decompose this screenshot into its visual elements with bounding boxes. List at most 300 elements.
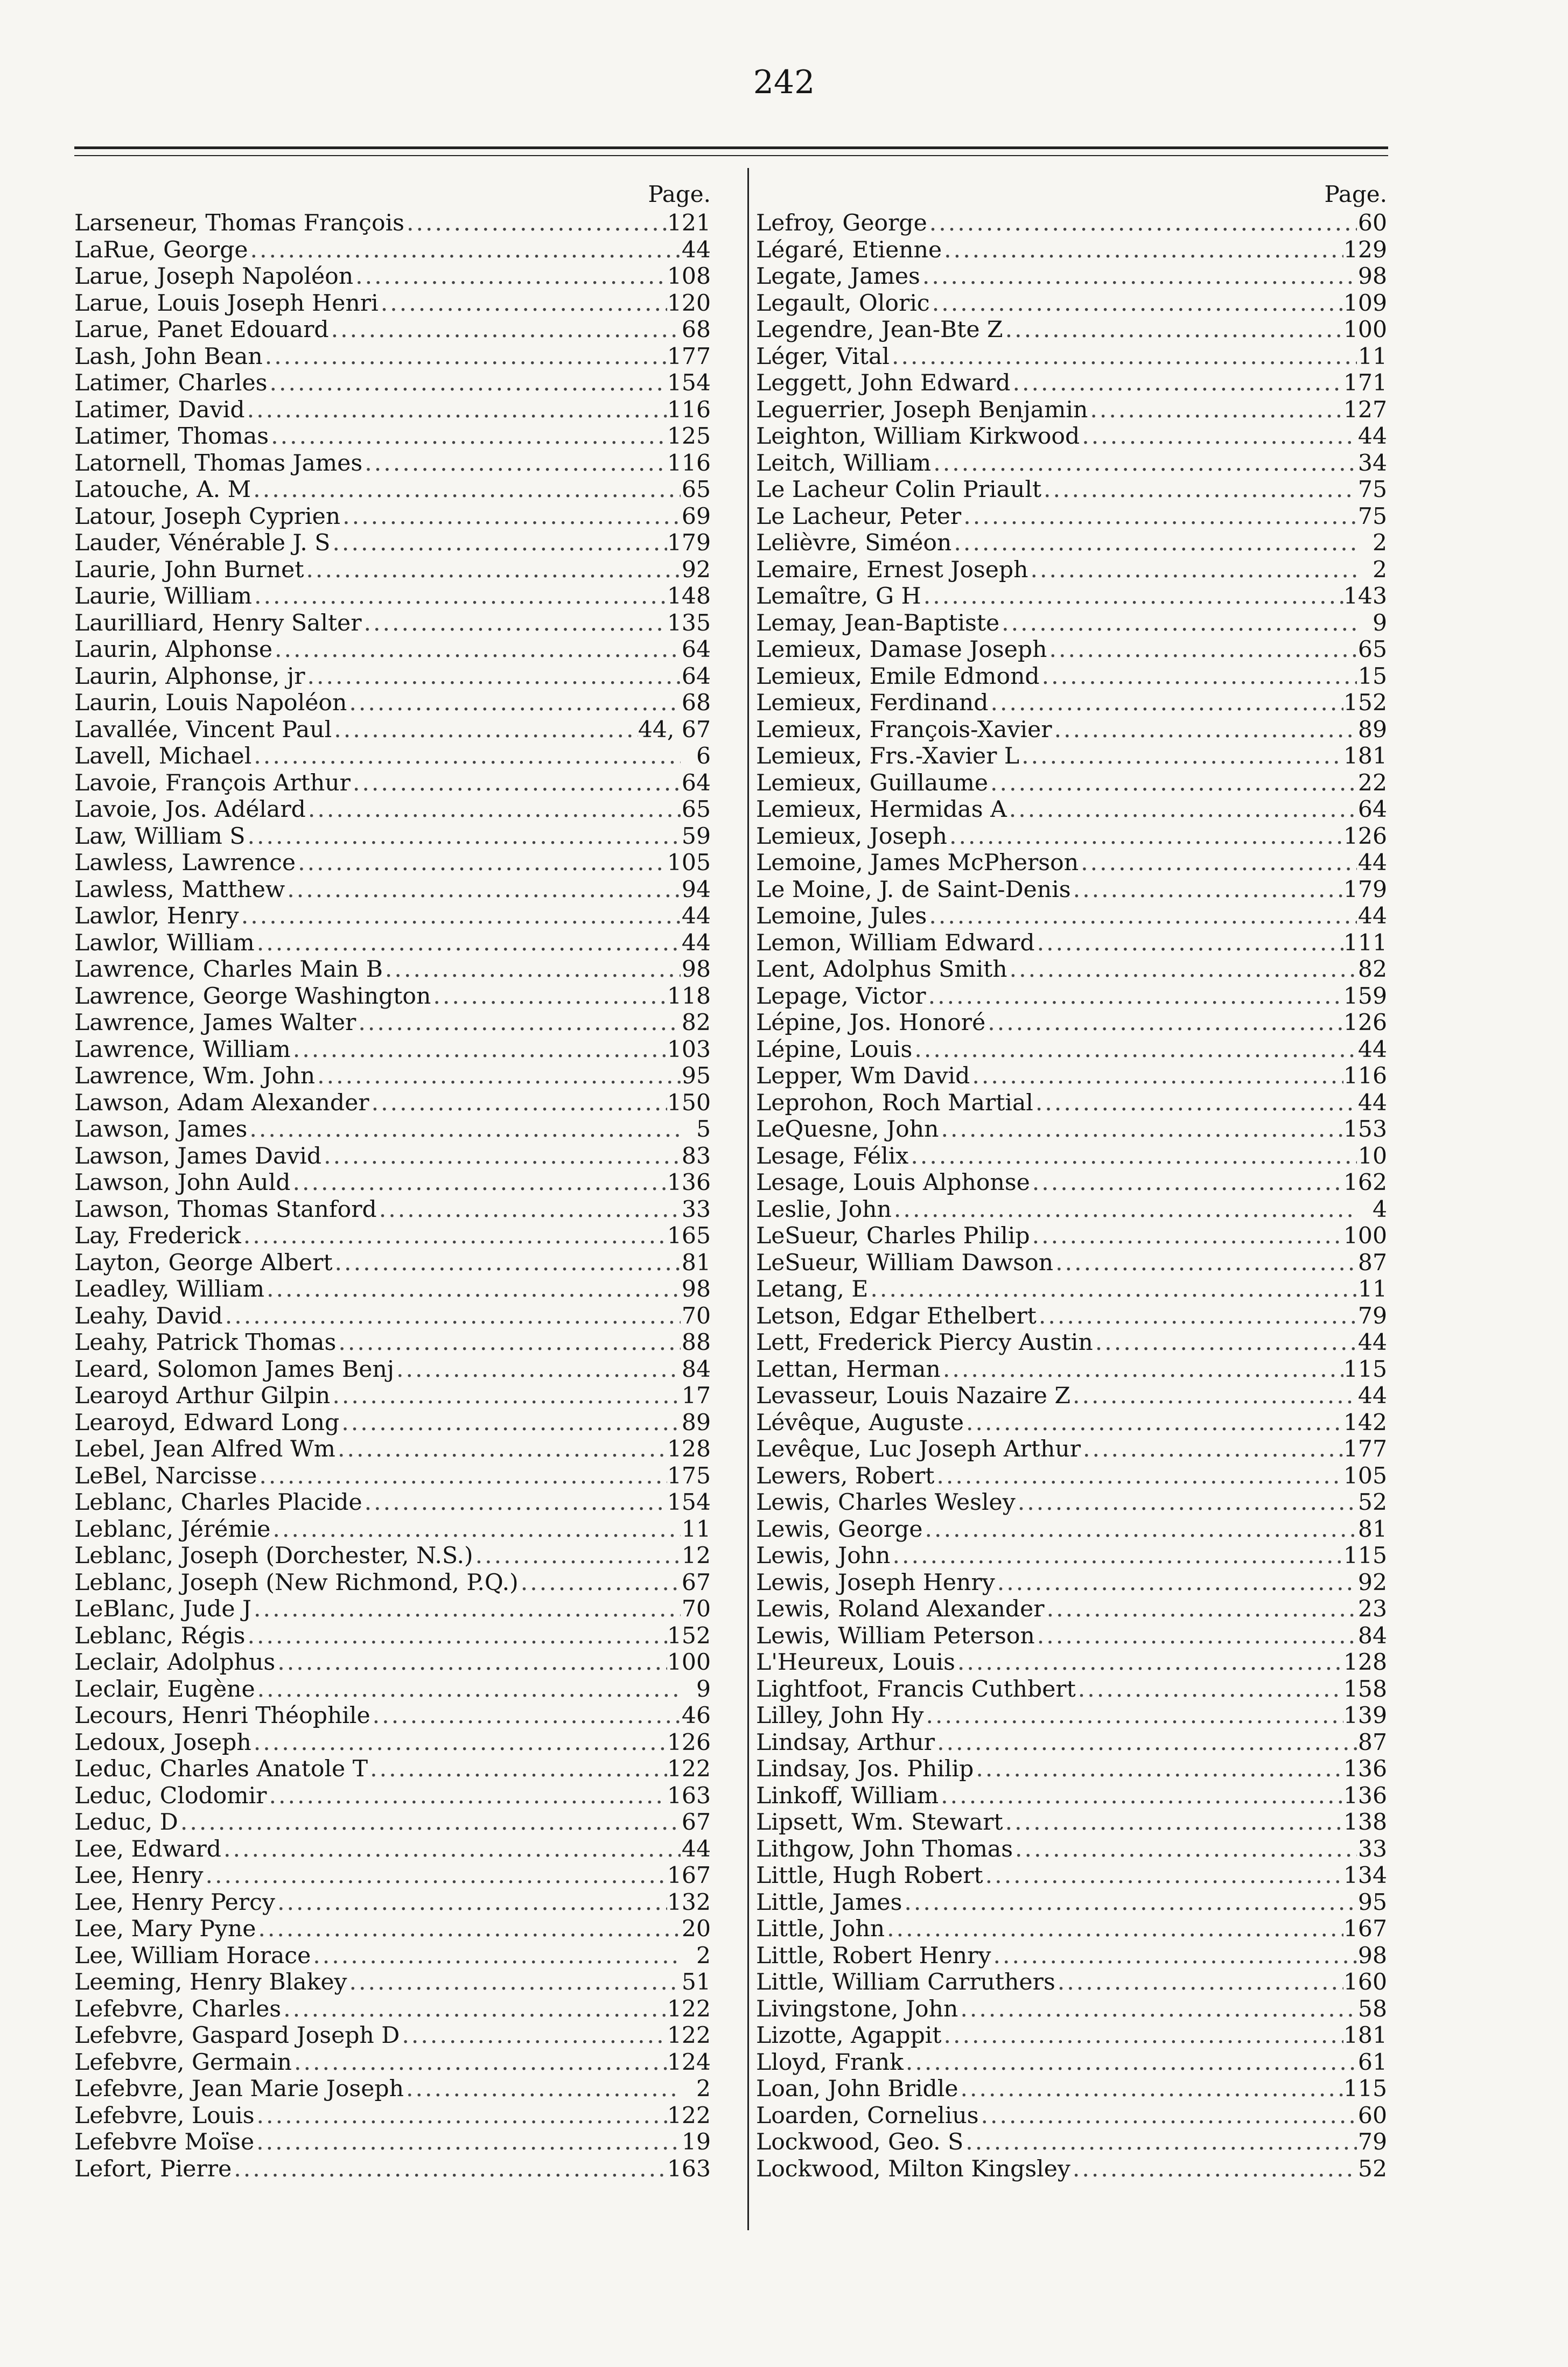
entry-page: 17 bbox=[681, 1383, 711, 1409]
entry-name: Lauder, Vénérable J. S bbox=[74, 530, 331, 556]
entry-page: 44 bbox=[681, 903, 711, 929]
entry-page: 121 bbox=[667, 210, 711, 236]
dot-leader bbox=[970, 1063, 1343, 1090]
dot-leader bbox=[999, 610, 1357, 637]
entry-name: Leeming, Henry Blakey bbox=[74, 1969, 347, 1995]
entry-name: Leslie, John bbox=[756, 1196, 892, 1223]
entry-page: 84 bbox=[1357, 1622, 1387, 1649]
index-entry bbox=[74, 1116, 711, 1143]
index-entry bbox=[74, 1649, 711, 1676]
dot-leader bbox=[251, 743, 681, 770]
entry-name: Little, Hugh Robert bbox=[756, 1862, 983, 1889]
entry-page: 115 bbox=[1343, 1543, 1387, 1569]
dot-leader bbox=[245, 823, 681, 850]
entry-page: 122 bbox=[667, 1756, 711, 1782]
index-entry bbox=[74, 317, 711, 344]
entry-name: Lawrence, George Washington bbox=[74, 983, 431, 1010]
entry-name: Lawson, Adam Alexander bbox=[74, 1089, 369, 1116]
entry-page: 143 bbox=[1343, 583, 1387, 610]
index-entry bbox=[74, 1489, 711, 1516]
dot-leader bbox=[285, 877, 681, 904]
dot-leader bbox=[1007, 956, 1357, 983]
index-entry bbox=[756, 263, 1387, 290]
index-entry bbox=[74, 1996, 711, 2023]
entry-name: Lemoine, Jules bbox=[756, 903, 927, 929]
entry-name: Laurin, Alphonse bbox=[74, 636, 273, 663]
entry-page: 162 bbox=[1343, 1170, 1387, 1196]
dot-leader bbox=[985, 1010, 1343, 1037]
index-entry bbox=[74, 1783, 711, 1810]
dot-leader bbox=[1037, 1303, 1357, 1330]
dot-leader bbox=[989, 690, 1343, 717]
index-entry bbox=[756, 1303, 1387, 1330]
entry-page: 134 bbox=[1343, 1862, 1387, 1889]
dot-leader bbox=[891, 1543, 1343, 1570]
index-entry bbox=[756, 2022, 1387, 2049]
dot-leader bbox=[321, 1143, 681, 1170]
index-entry bbox=[756, 1943, 1387, 1970]
dot-leader bbox=[351, 770, 681, 797]
entry-name: Letson, Edgar Ethelbert bbox=[756, 1302, 1037, 1329]
entry-page: 154 bbox=[667, 370, 711, 396]
entry-page: 154 bbox=[667, 1489, 711, 1516]
entry-name: Leard, Solomon James Benj bbox=[74, 1356, 394, 1383]
entry-page: 120 bbox=[667, 290, 711, 317]
entry-name: Lemay, Jean-Baptiste bbox=[756, 610, 1000, 636]
entry-page: 52 bbox=[1357, 2155, 1387, 2182]
entry-name: Leblanc, Charles Placide bbox=[74, 1489, 362, 1516]
entry-page: 165 bbox=[667, 1223, 711, 1249]
entry-page: 103 bbox=[667, 1036, 711, 1063]
entry-name: LeBlanc, Jude J bbox=[74, 1596, 252, 1622]
entry-page: 128 bbox=[1343, 1649, 1387, 1676]
entry-name: Lett, Frederick Piercy Austin bbox=[756, 1329, 1093, 1356]
entry-name: Ledoux, Joseph bbox=[74, 1729, 251, 1756]
index-entry bbox=[756, 583, 1387, 610]
dot-leader bbox=[927, 210, 1357, 237]
entry-name: Leclair, Eugène bbox=[74, 1676, 255, 1703]
index-entry bbox=[74, 583, 711, 610]
entry-name: Lemon, William Edward bbox=[756, 929, 1035, 956]
entry-name: Lizotte, Agappit bbox=[756, 2022, 942, 2049]
index-entry bbox=[74, 2129, 711, 2156]
entry-page: 167 bbox=[667, 1862, 711, 1889]
entry-name: Leclair, Adolphus bbox=[74, 1649, 276, 1676]
entry-page: 179 bbox=[667, 530, 711, 556]
entry-page: 87 bbox=[1357, 1249, 1387, 1276]
index-entry bbox=[756, 850, 1387, 877]
entry-page: 68 bbox=[681, 690, 711, 716]
index-entry bbox=[74, 477, 711, 503]
entry-page: 128 bbox=[667, 1436, 711, 1462]
entry-name: LaRue, George bbox=[74, 236, 248, 263]
dot-leader bbox=[941, 1356, 1343, 1383]
index-entry bbox=[74, 210, 711, 237]
entry-name: Lettan, Herman bbox=[756, 1356, 941, 1383]
index-entry bbox=[756, 1090, 1387, 1117]
dot-leader bbox=[248, 237, 681, 264]
right-column bbox=[756, 179, 1387, 2182]
dot-leader bbox=[330, 1383, 681, 1410]
entry-page: 82 bbox=[1357, 956, 1387, 983]
index-entry bbox=[74, 1596, 711, 1623]
entry-name: Lay, Frederick bbox=[74, 1223, 241, 1249]
entry-page: 2 bbox=[696, 2076, 711, 2102]
index-entry bbox=[756, 1170, 1387, 1196]
entry-name: Lefebvre, Gaspard Joseph D bbox=[74, 2022, 400, 2049]
entry-name: LeSueur, William Dawson bbox=[756, 1249, 1054, 1276]
dot-leader bbox=[1045, 1596, 1357, 1623]
index-entry bbox=[756, 317, 1387, 344]
index-entry bbox=[756, 1516, 1387, 1543]
dot-leader bbox=[1070, 2156, 1357, 2183]
index-entry bbox=[74, 610, 711, 637]
entry-page: 148 bbox=[667, 583, 711, 610]
dot-leader bbox=[1053, 1250, 1357, 1277]
dot-leader bbox=[241, 1223, 667, 1250]
entry-name: Lewis, Joseph Henry bbox=[756, 1569, 995, 1596]
entry-name: Leduc, Clodomir bbox=[74, 1782, 267, 1809]
index-entry bbox=[756, 1463, 1387, 1490]
entry-name: Lefort, Pierre bbox=[74, 2155, 232, 2182]
index-entry bbox=[756, 1729, 1387, 1756]
index-entry bbox=[74, 1303, 711, 1330]
index-entry bbox=[74, 877, 711, 904]
dot-leader bbox=[983, 1862, 1343, 1889]
entry-name: Lelièvre, Siméon bbox=[756, 530, 952, 556]
index-entry bbox=[756, 2129, 1387, 2156]
entry-name: Lemieux, Frs.-Xavier L bbox=[756, 743, 1020, 769]
entry-page: 64 bbox=[681, 769, 711, 796]
index-entry bbox=[756, 2156, 1387, 2183]
dot-leader bbox=[353, 263, 667, 290]
entry-page: 95 bbox=[681, 1063, 711, 1089]
index-entry bbox=[756, 1809, 1387, 1836]
index-entry bbox=[74, 1223, 711, 1250]
entry-page: 152 bbox=[667, 1622, 711, 1649]
entry-page: 177 bbox=[1343, 1436, 1387, 1462]
entry-page: 22 bbox=[1357, 769, 1387, 796]
entry-name: Lithgow, John Thomas bbox=[756, 1836, 1013, 1862]
index-entry bbox=[74, 983, 711, 1010]
index-entry bbox=[756, 717, 1387, 744]
entry-page: 135 bbox=[667, 610, 711, 636]
dot-leader bbox=[1013, 1836, 1357, 1863]
entry-name: Lemieux, Damase Joseph bbox=[756, 636, 1047, 663]
dot-leader bbox=[232, 2156, 667, 2183]
index-entry bbox=[74, 1010, 711, 1037]
index-entry bbox=[74, 717, 711, 744]
dot-leader bbox=[257, 1463, 667, 1490]
entry-name: Lindsay, Jos. Philip bbox=[756, 1756, 974, 1782]
dot-leader bbox=[291, 1037, 667, 1063]
index-entry bbox=[74, 1889, 711, 1916]
dot-leader bbox=[921, 583, 1343, 610]
entry-name: Lockwood, Geo. S bbox=[756, 2129, 964, 2155]
entry-name: Larue, Joseph Napoléon bbox=[74, 263, 354, 290]
entry-page: 82 bbox=[681, 1010, 711, 1036]
entry-name: Leighton, William Kirkwood bbox=[756, 423, 1080, 450]
index-entry bbox=[756, 610, 1387, 637]
entry-page: 64 bbox=[1357, 796, 1387, 823]
dot-leader bbox=[1052, 717, 1357, 744]
dot-leader bbox=[892, 1196, 1357, 1223]
entry-page: 159 bbox=[1343, 983, 1387, 1010]
index-entry bbox=[756, 1250, 1387, 1277]
entry-page: 9 bbox=[1372, 610, 1387, 636]
dot-leader bbox=[404, 210, 667, 237]
entry-name: Laurie, William bbox=[74, 583, 252, 610]
dot-leader bbox=[1076, 1676, 1343, 1703]
dot-leader bbox=[370, 1703, 681, 1729]
entry-name: Loan, John Bridle bbox=[756, 2076, 958, 2102]
entry-name: Lewis, John bbox=[756, 1543, 891, 1569]
index-entry bbox=[74, 1196, 711, 1223]
index-entry bbox=[74, 263, 711, 290]
entry-page: 46 bbox=[681, 1703, 711, 1729]
entry-name: Larue, Louis Joseph Henri bbox=[74, 290, 379, 317]
entry-page: 150 bbox=[667, 1089, 711, 1116]
entry-page: 65 bbox=[681, 477, 711, 503]
dot-leader bbox=[377, 1196, 681, 1223]
index-entry bbox=[756, 1862, 1387, 1889]
entry-page: 20 bbox=[681, 1916, 711, 1942]
dot-leader bbox=[269, 423, 667, 450]
dot-leader bbox=[275, 1889, 667, 1916]
entry-name: Letang, E bbox=[756, 1276, 869, 1302]
index-entry bbox=[74, 1623, 711, 1650]
dot-leader bbox=[942, 237, 1343, 264]
dot-leader bbox=[400, 2022, 667, 2049]
index-entry bbox=[74, 1356, 711, 1383]
dot-leader bbox=[939, 1783, 1343, 1810]
index-entry bbox=[74, 1729, 711, 1756]
index-entry bbox=[756, 1063, 1387, 1090]
entry-page: 75 bbox=[1357, 477, 1387, 503]
entry-name: Lawrence, James Walter bbox=[74, 1010, 356, 1036]
entry-page: 98 bbox=[1357, 1942, 1387, 1969]
index-entry bbox=[756, 636, 1387, 663]
entry-page: 136 bbox=[1343, 1782, 1387, 1809]
entry-name: Leguerrier, Joseph Benjamin bbox=[756, 396, 1088, 423]
dot-leader bbox=[251, 477, 681, 503]
page-number: 242 bbox=[753, 64, 815, 101]
entry-page: 2 bbox=[696, 1942, 711, 1969]
dot-leader bbox=[256, 1916, 681, 1943]
entry-page: 68 bbox=[681, 317, 711, 343]
entry-page: 44 bbox=[681, 1836, 711, 1862]
index-entry bbox=[74, 370, 711, 397]
index-entry bbox=[756, 557, 1387, 584]
dot-leader bbox=[330, 530, 667, 557]
entry-page: 116 bbox=[667, 450, 711, 477]
entry-page: 81 bbox=[681, 1249, 711, 1276]
entry-name: Lesage, Louis Alphonse bbox=[756, 1170, 1030, 1196]
index-entry bbox=[756, 1037, 1387, 1063]
entry-name: LeQuesne, John bbox=[756, 1116, 939, 1143]
index-entry bbox=[74, 1570, 711, 1596]
index-entry bbox=[756, 530, 1387, 557]
index-entry bbox=[74, 503, 711, 530]
entry-page: 88 bbox=[681, 1329, 711, 1356]
entry-page: 129 bbox=[1343, 236, 1387, 263]
entry-page: 70 bbox=[681, 1596, 711, 1622]
entry-page: 83 bbox=[681, 1143, 711, 1170]
entry-page: 136 bbox=[1343, 1756, 1387, 1782]
entry-name: Lash, John Bean bbox=[74, 343, 263, 370]
entry-page: 125 bbox=[667, 423, 711, 450]
entry-name: Lemoine, James McPherson bbox=[756, 850, 1079, 876]
entry-name: Lee, Henry bbox=[74, 1862, 204, 1889]
index-entry bbox=[756, 1276, 1387, 1303]
index-entry bbox=[756, 1489, 1387, 1516]
entry-page: 98 bbox=[681, 1276, 711, 1302]
index-entry bbox=[74, 743, 711, 770]
entry-page: 44 bbox=[1357, 1089, 1387, 1116]
entry-name: Le Lacheur Colin Priault bbox=[756, 477, 1042, 503]
entry-name: Lawson, James David bbox=[74, 1143, 322, 1170]
entry-page: 89 bbox=[681, 1409, 711, 1436]
entry-name: Lee, Edward bbox=[74, 1836, 222, 1862]
entry-page: 108 bbox=[667, 263, 711, 290]
entry-name: Lavoie, Jos. Adélard bbox=[74, 796, 306, 823]
entry-name: Livingstone, John bbox=[756, 1995, 958, 2022]
dot-leader bbox=[362, 450, 667, 477]
entry-page: 11 bbox=[681, 1516, 711, 1543]
dot-leader bbox=[332, 717, 638, 744]
index-entry bbox=[74, 663, 711, 690]
index-entry bbox=[756, 1969, 1387, 1996]
dot-leader bbox=[947, 823, 1343, 850]
entry-page: 181 bbox=[1343, 743, 1387, 769]
entry-page: 10 bbox=[1357, 1143, 1387, 1170]
dot-leader bbox=[1055, 1969, 1343, 1996]
dot-leader bbox=[979, 2103, 1357, 2130]
index-entry bbox=[756, 370, 1387, 397]
entry-page: 79 bbox=[1357, 2129, 1387, 2155]
entry-page: 98 bbox=[681, 956, 711, 983]
index-entry bbox=[74, 1756, 711, 1783]
entry-name: Legendre, Jean-Bte Z bbox=[756, 317, 1003, 343]
dot-leader bbox=[296, 850, 667, 877]
entry-name: Lévêque, Auguste bbox=[756, 1409, 964, 1436]
right-entries-list bbox=[756, 210, 1387, 2182]
entry-page: 118 bbox=[667, 983, 711, 1010]
dot-leader bbox=[988, 770, 1357, 797]
index-entry bbox=[756, 237, 1387, 264]
index-entry bbox=[74, 344, 711, 370]
index-entry bbox=[74, 2156, 711, 2183]
index-entry bbox=[74, 1969, 711, 1996]
entry-page: 105 bbox=[667, 850, 711, 876]
entry-name: Lefebvre, Jean Marie Joseph bbox=[74, 2076, 404, 2102]
dot-leader bbox=[926, 983, 1343, 1010]
entry-page: 100 bbox=[1343, 1223, 1387, 1249]
index-entry bbox=[74, 2103, 711, 2130]
entry-name: Lavallée, Vincent Paul bbox=[74, 716, 332, 743]
entry-name: Lipsett, Wm. Stewart bbox=[756, 1809, 1003, 1836]
entry-page: 51 bbox=[681, 1969, 711, 1995]
entry-page: 44 bbox=[681, 929, 711, 956]
entry-page: 163 bbox=[667, 1782, 711, 1809]
dot-leader bbox=[931, 450, 1357, 477]
entry-page: 61 bbox=[1357, 2049, 1387, 2076]
entry-name: LeSueur, Charles Philip bbox=[756, 1223, 1030, 1249]
index-entry bbox=[756, 2049, 1387, 2076]
entry-page: 116 bbox=[667, 396, 711, 423]
entry-name: Lawless, Lawrence bbox=[74, 850, 296, 876]
dot-leader bbox=[1016, 1489, 1357, 1516]
entry-name: Latour, Joseph Cyprien bbox=[74, 503, 341, 530]
entry-page: 126 bbox=[667, 1729, 711, 1756]
dot-leader bbox=[339, 1410, 681, 1437]
index-entry bbox=[74, 636, 711, 663]
entry-page: 65 bbox=[681, 796, 711, 823]
entry-name: Lent, Adolphus Smith bbox=[756, 956, 1007, 983]
entry-name: Lemaire, Ernest Joseph bbox=[756, 556, 1028, 583]
index-entry bbox=[74, 1276, 711, 1303]
entry-page: 60 bbox=[1357, 2102, 1387, 2129]
index-entry bbox=[756, 823, 1387, 850]
entry-page: 23 bbox=[1357, 1596, 1387, 1622]
dot-leader bbox=[961, 503, 1357, 530]
dot-leader bbox=[934, 1463, 1343, 1490]
index-entry bbox=[74, 450, 711, 477]
dot-leader bbox=[239, 903, 681, 930]
entry-name: Little, John bbox=[756, 1916, 885, 1942]
entry-name: Lawless, Matthew bbox=[74, 876, 285, 903]
index-entry bbox=[756, 1889, 1387, 1916]
index-entry bbox=[74, 930, 711, 957]
entry-page: 115 bbox=[1343, 1356, 1387, 1383]
index-entry bbox=[756, 1703, 1387, 1729]
entry-page: 92 bbox=[1357, 1569, 1387, 1596]
dot-leader bbox=[1003, 1809, 1343, 1836]
entry-name: Leggett, John Edward bbox=[756, 370, 1011, 396]
entry-name: Latouche, A. M bbox=[74, 477, 251, 503]
index-entry bbox=[74, 1862, 711, 1889]
index-entry bbox=[74, 1703, 711, 1729]
index-entry bbox=[756, 1436, 1387, 1463]
entry-name: Little, Robert Henry bbox=[756, 1942, 991, 1969]
entry-name: Levasseur, Louis Nazaire Z bbox=[756, 1383, 1070, 1409]
entry-page: 4 bbox=[1372, 1196, 1387, 1223]
entry-name: Larseneur, Thomas François bbox=[74, 210, 404, 236]
dot-leader bbox=[431, 983, 667, 1010]
entry-page: 142 bbox=[1343, 1409, 1387, 1436]
dot-leader bbox=[221, 1836, 681, 1863]
entry-name: Léger, Vital bbox=[756, 343, 890, 370]
entry-page: 44 bbox=[681, 236, 711, 263]
entry-name: Lefebvre Moïse bbox=[74, 2129, 255, 2155]
index-entry bbox=[756, 290, 1387, 317]
dot-leader bbox=[964, 1410, 1343, 1437]
entry-page: 5 bbox=[696, 1116, 711, 1143]
index-entry bbox=[74, 1410, 711, 1437]
index-entry bbox=[74, 530, 711, 557]
dot-leader bbox=[255, 1676, 681, 1703]
index-entry bbox=[74, 1090, 711, 1117]
dot-leader bbox=[223, 1303, 681, 1330]
entry-page: 132 bbox=[667, 1889, 711, 1916]
entry-page: 124 bbox=[667, 2049, 711, 2076]
index-entry bbox=[756, 903, 1387, 930]
entry-name: Leblanc, Joseph (New Richmond, P.Q.) bbox=[74, 1569, 519, 1596]
entry-name: Larue, Panet Edouard bbox=[74, 317, 329, 343]
index-entry bbox=[756, 690, 1387, 717]
dot-leader bbox=[178, 1809, 681, 1836]
dot-leader bbox=[404, 2076, 681, 2103]
